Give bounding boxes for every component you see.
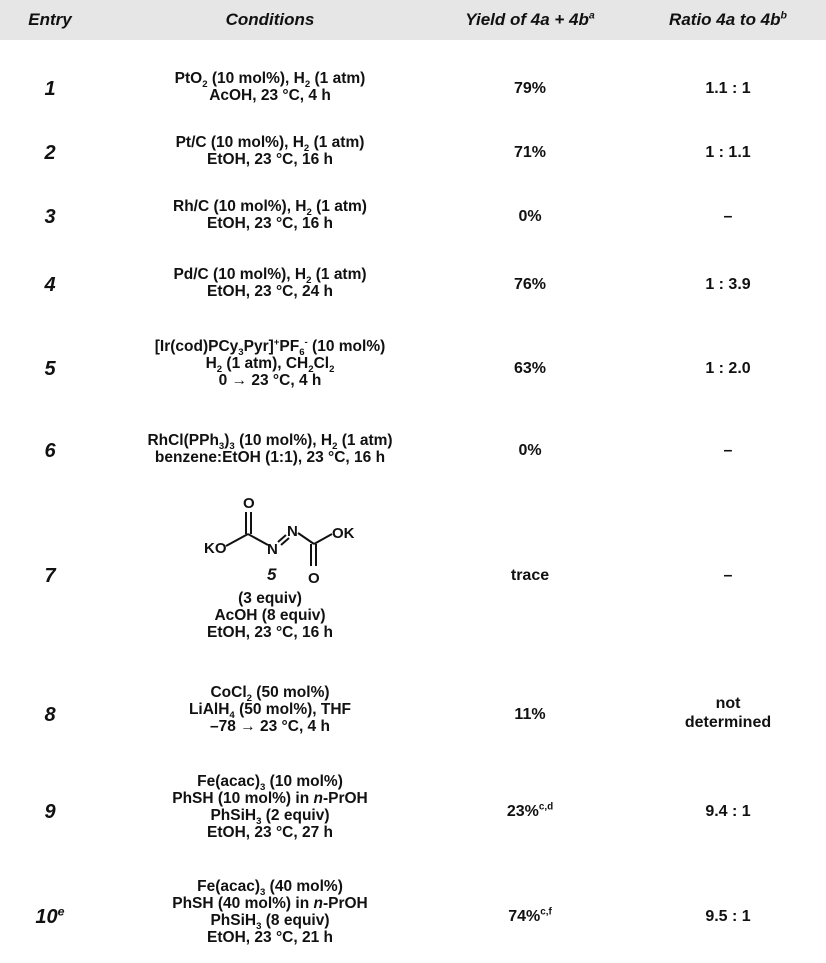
yield-cell: 76% [513, 276, 547, 293]
atom-n2: N [287, 523, 298, 540]
yield-cell: 63% [513, 360, 547, 377]
conditions-cell: $Fe(acac)_3$ (10 mol%) PhSH (10 mol%) in n-PrOH PhSiH$_3$ (2 equiv) EtOH, 23 °C, 27 h [172, 773, 368, 841]
yield-cell: 0% [518, 208, 542, 225]
entry-number: 9 [44, 801, 56, 823]
header-yield: Yield of $4a + 4b^a$ [465, 9, 595, 29]
entry-number: 4 [44, 274, 56, 296]
entry-number: 3 [44, 206, 56, 228]
table-row [0, 132, 826, 174]
ratio-cell: 9.4 : 1 [705, 803, 751, 820]
table-row [0, 684, 826, 746]
ratio-cell: 1 : 1.1 [705, 144, 751, 161]
ratio-cell: 1 : 3.9 [705, 276, 751, 293]
conditions-cell: $[Ir(cod)PCy_3Pyr]^+PF_6^-$ (10 mol%) $H_2$ (1 atm), $CH_2Cl_2$ 0 → 23 °C, 4 h [154, 336, 386, 389]
header-conditions: Conditions [225, 10, 315, 29]
table-row [0, 196, 826, 238]
atom-n1: N [267, 541, 278, 558]
table-row [0, 264, 826, 306]
table-row [0, 878, 826, 958]
table-row [0, 68, 826, 110]
conditions-cell: O KO N N OK O 5 (3 equiv) AcOH (8 equiv) EtOH, 23 °C, 16 h [115, 490, 425, 641]
conditions-cell: Pt/C (10 mol%), $H_2$ (1 atm) EtOH, 23 °C, 16 h [175, 134, 365, 168]
ratio-cell: – [723, 442, 733, 459]
ratio-cell: – [723, 208, 733, 225]
conditions-cell: CoCl$_2$ (50 mol%) LiAlH$_4$ (50 mol%), THF –78 → 23 °C, 4 h [188, 684, 352, 735]
header-entry: Entry [28, 10, 72, 29]
table-row [0, 490, 826, 655]
table-row [0, 430, 826, 472]
atom-o-bottom: O [308, 570, 320, 587]
entry-number: 2 [44, 142, 56, 164]
compound-label: 5 [267, 565, 277, 584]
entry-number: 5 [44, 358, 56, 380]
atom-ok: OK [332, 525, 355, 542]
yield-cell: 74%$^{c,f}$ [508, 906, 552, 925]
conditions-cell: Rh/C (10 mol%), $H_2$ (1 atm) EtOH, 23 °C, 16 h [173, 198, 367, 232]
yield-cell: 23%$^{c,d}$ [506, 801, 554, 820]
ratio-cell: 1.1 : 1 [705, 80, 751, 97]
entry-number: 8 [44, 704, 56, 726]
table-header [0, 0, 826, 40]
conditions-cell: Pd/C (10 mol%), $H_2$ (1 atm) EtOH, 23 °C, 24 h [173, 266, 367, 300]
entry-number: 10e [35, 904, 65, 928]
atom-ko: KO [204, 540, 227, 557]
ratio-cell: 1 : 2.0 [705, 360, 751, 377]
entry-number: 6 [44, 440, 56, 462]
conditions-cell: PtO$_2$ (10 mol%), $H_2$ (1 atm) AcOH, 23 °C, 4 h [174, 70, 366, 104]
azodicarboxylate-structure [160, 490, 380, 590]
conditions-cell: $Fe(acac)_3$ (40 mol%) PhSH (40 mol%) in n-PrOH PhSiH$_3$ (8 equiv) EtOH, 23 °C, 21 h [172, 878, 368, 946]
ratio-cell: not determined [684, 695, 772, 731]
yield-cell: 79% [513, 80, 547, 97]
table-row [0, 773, 826, 853]
entry-number: 7 [44, 565, 56, 587]
yield-cell: 11% [514, 706, 546, 723]
conditions-cell: $RhCl(PPh_3)_3$ (10 mol%), $H_2$ (1 atm) benzene:EtOH (1:1), 23 °C, 16 h [147, 432, 393, 466]
yield-cell: trace [510, 567, 550, 584]
atom-o-top: O [243, 495, 255, 512]
ratio-cell: 9.5 : 1 [705, 908, 751, 925]
yield-cell: 0% [518, 442, 542, 459]
yield-cell: 71% [513, 144, 547, 161]
ratio-cell: – [723, 567, 733, 584]
entry-number: 1 [44, 78, 56, 100]
header-ratio: Ratio 4a to $4b^b$ [669, 9, 787, 29]
table-row [0, 338, 826, 400]
